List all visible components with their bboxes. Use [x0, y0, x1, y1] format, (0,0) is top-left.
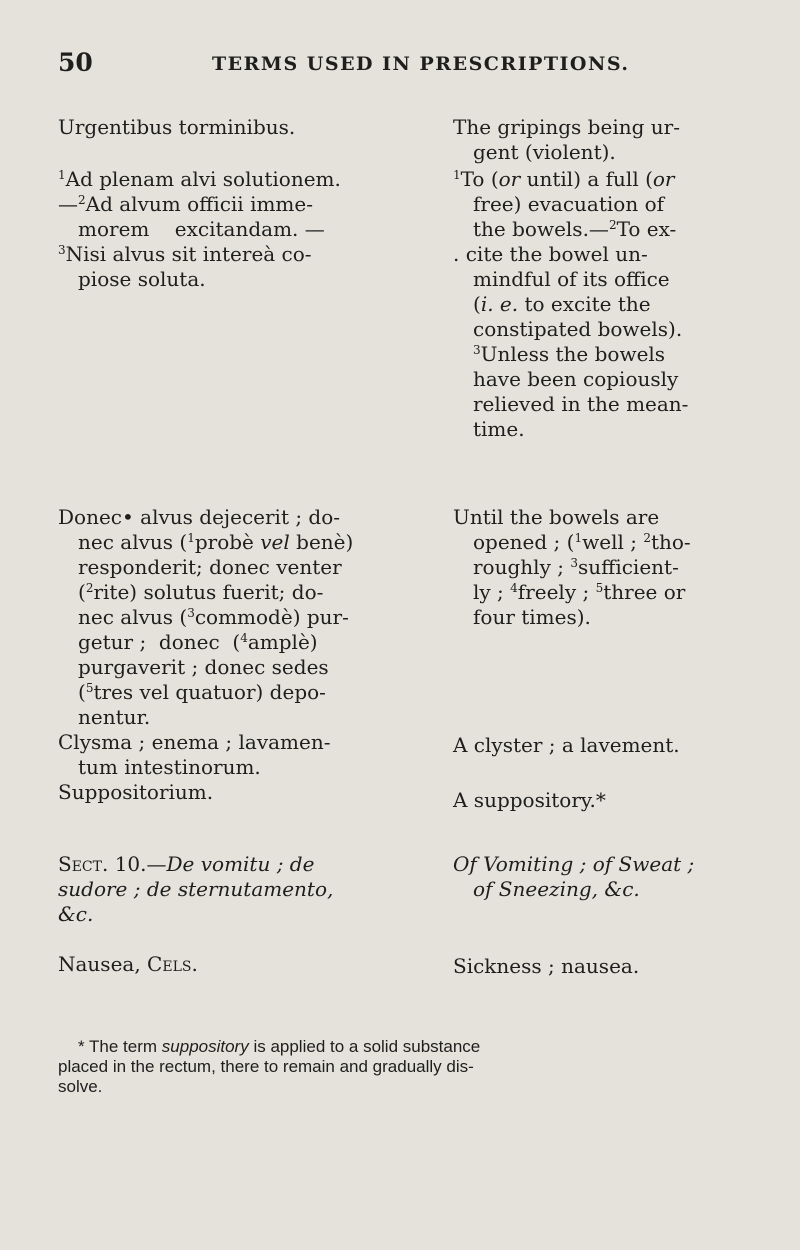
- english-entry-evacuation: $^1$To (or until) a full (or free) evacuation of the bowels.—$^2$To ex- . cite the bowel un- mindful of its office (i. e. to excite the constipated bowels). $^3$Unless the bowels have been copiously relieved in the mean- time.: [453, 167, 689, 441]
- english-entry-gripings: The gripings being ur- gent (violent).: [453, 115, 680, 164]
- latin-entry-urgentibus: Urgentibus torminibus.: [58, 115, 296, 139]
- section-heading-english: Of Vomiting ; of Sweat ; of Sneezing, &c.: [453, 852, 695, 901]
- running-head: TERMS USED IN PRESCRIPTIONS.: [212, 53, 630, 75]
- english-entry-suppository: A suppository.*: [453, 788, 606, 812]
- english-entry-sickness: Sickness ; nausea.: [453, 954, 640, 978]
- english-entry-clyster: A clyster ; a lavement.: [453, 733, 680, 757]
- latin-entry-plenam: $^1$Ad plenam alvi solutionem. —$^2$Ad alvum officii imme- morem excitandam. — $^3$Nisi alvus sit intereà co- piose soluta.: [58, 167, 341, 291]
- latin-entry-nausea: Nausea, Cels.: [58, 952, 198, 976]
- page-number: 50: [58, 48, 93, 77]
- section-heading-latin: Sect. 10.—De vomitu ; de sudore ; de sternutamento, &c.: [58, 852, 334, 926]
- latin-entry-suppositorium: Suppositorium.: [58, 780, 214, 804]
- latin-entry-donec: Donec• alvus dejecerit ; do- nec alvus ($^1$probè vel benè) responderit; donec venter ($^2$rite) solutus fuerit; do- nec alvus ($^3$commodè) pur- getur ; donec ($^4$amplè) purgaverit ; donec sedes ($^5$tres vel quatuor) depo- nentur.: [58, 505, 354, 729]
- english-entry-until: Until the bowels are opened ; ($^1$well ; $^2$tho- roughly ; $^3$sufficient- ly ; $^4$freely ; $^5$three or four times).: [453, 505, 691, 629]
- footnote: * The term suppository is applied to a solid substance placed in the rectum, there to remain and gradually dis- solve.: [58, 1037, 481, 1096]
- latin-entry-clysma: Clysma ; enema ; lavamen- tum intestinorum.: [58, 730, 331, 779]
